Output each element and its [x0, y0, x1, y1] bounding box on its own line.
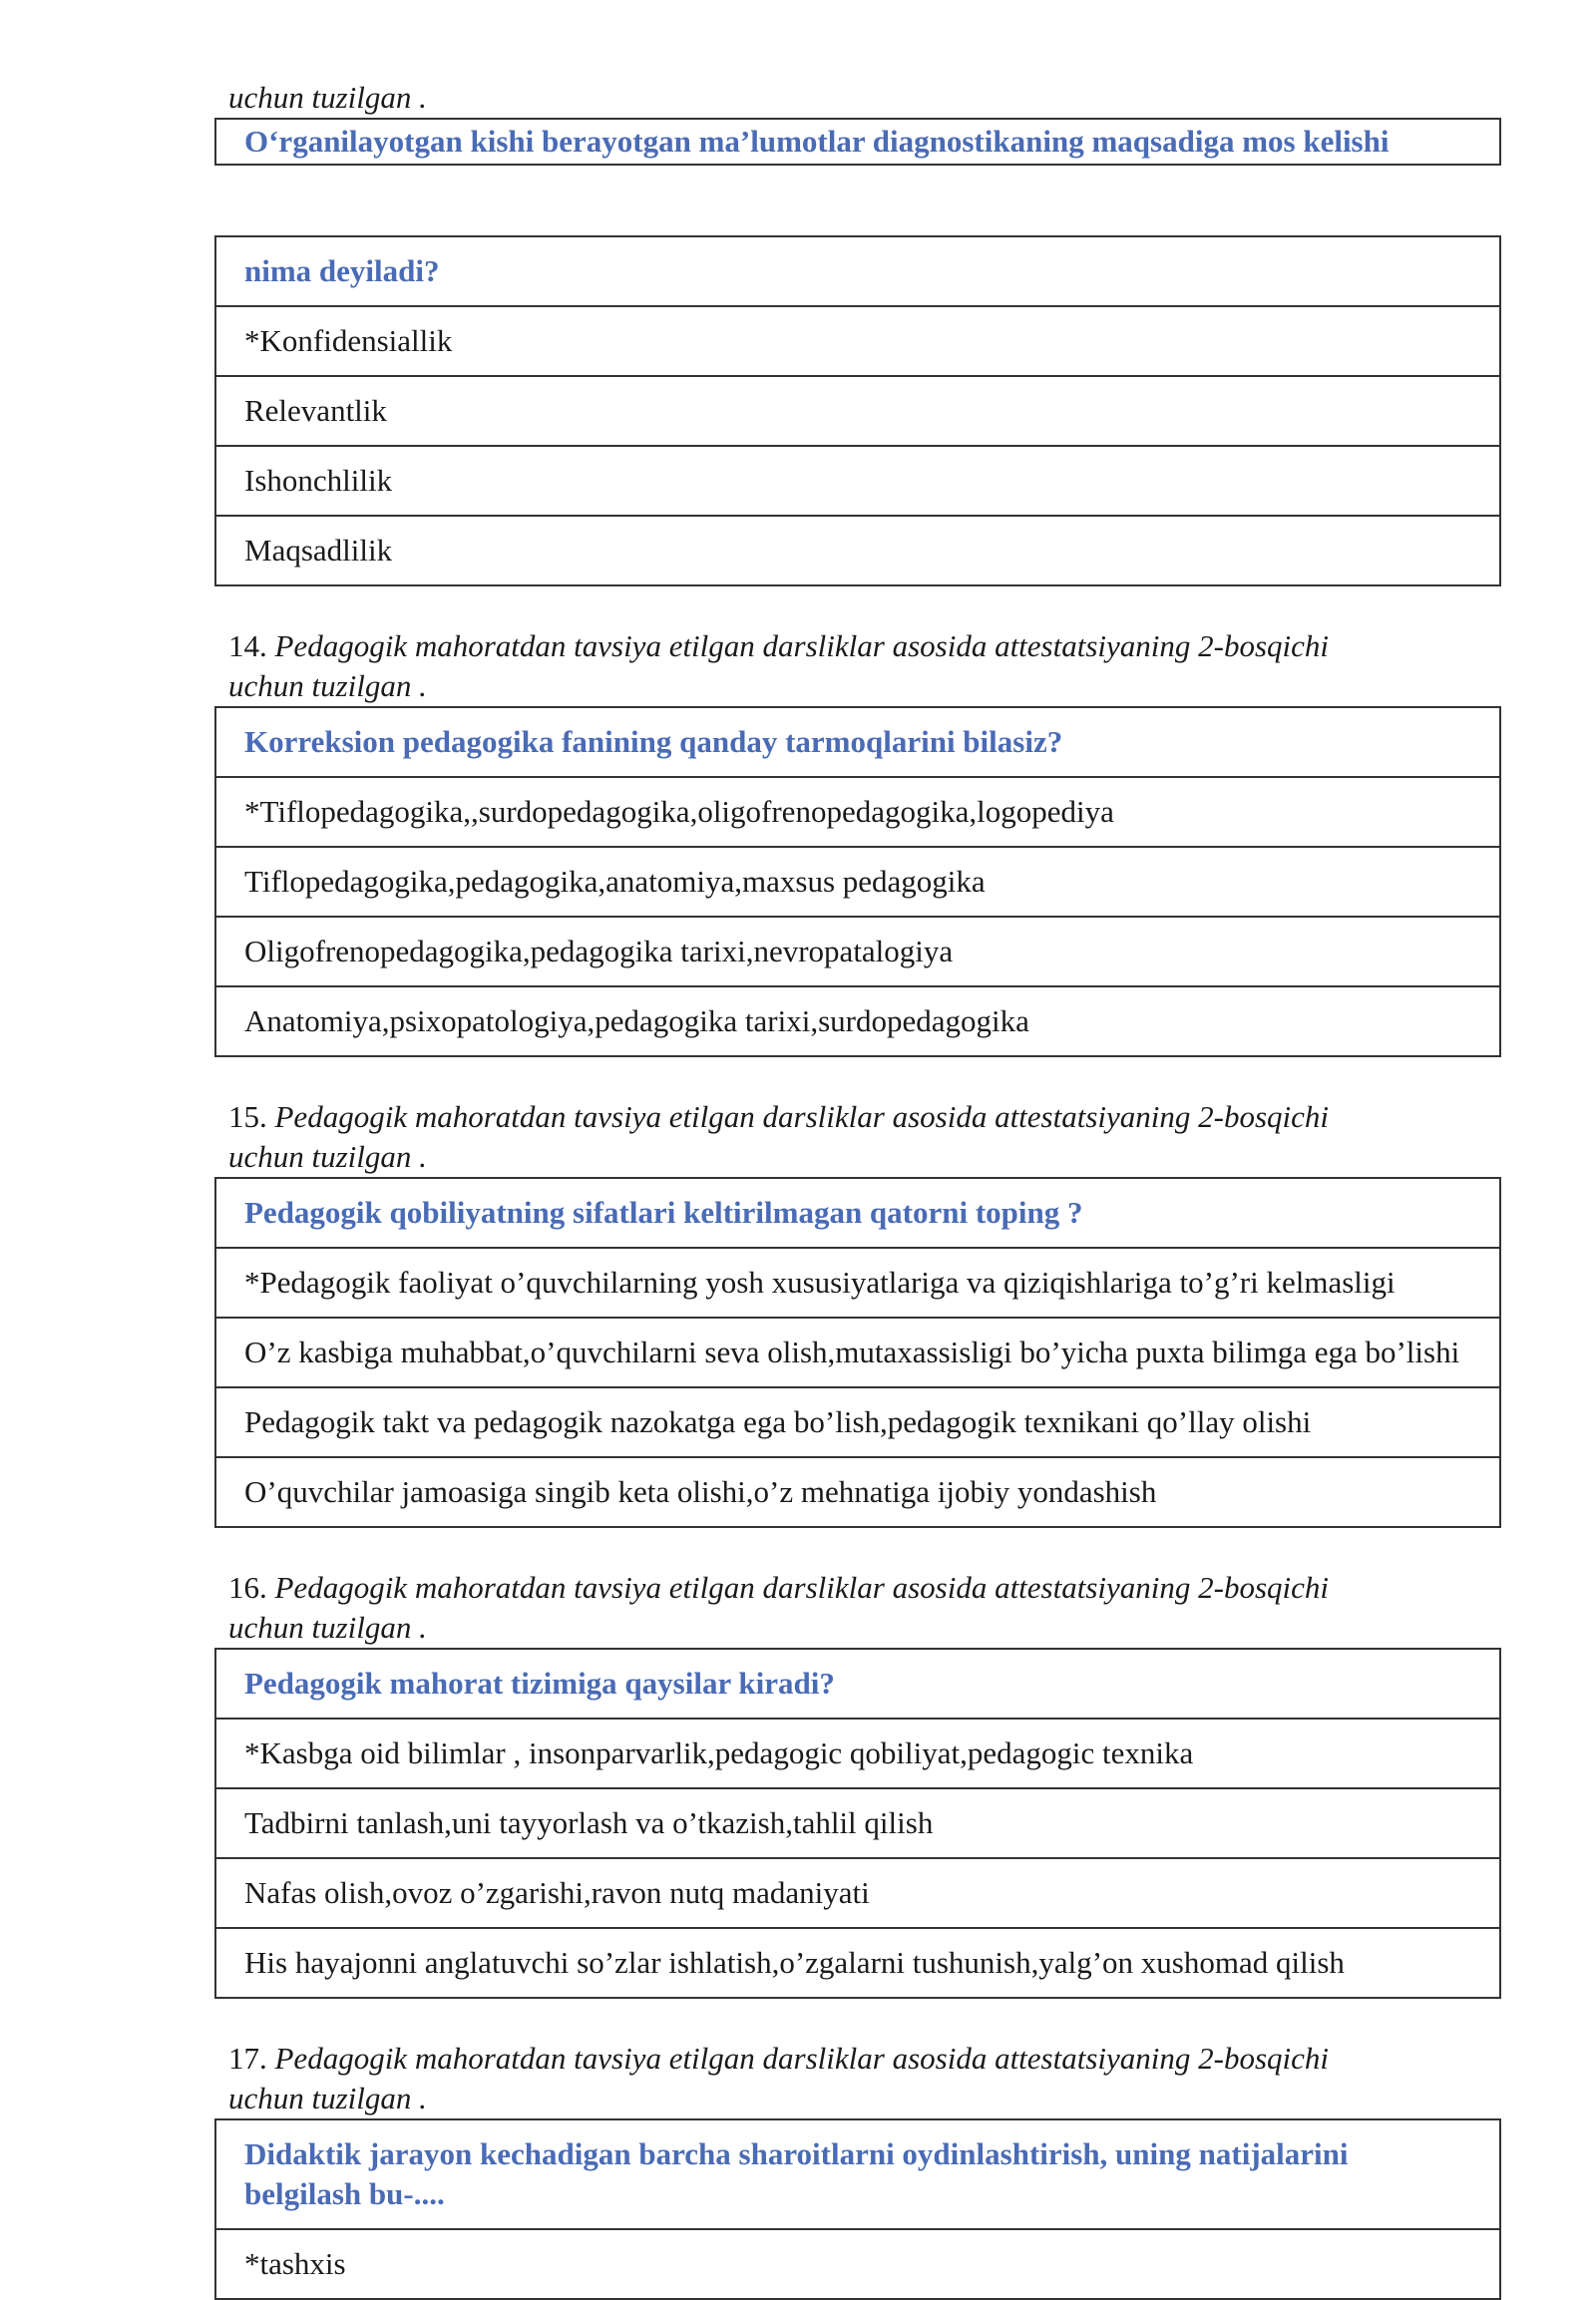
question-number: 14.: [228, 628, 267, 663]
answer-option: *Kasbga oid bilimlar , insonparvarlik,pedagogic qobiliyat,pedagogic texnika: [215, 1719, 1500, 1788]
question-intro-line: Pedagogik mahoratdan tavsiya etilgan darsliklar asosida attestatsiyaning 2-bosqichi: [274, 2041, 1330, 2076]
question-text: O‘rganilayotgan kishi berayotgan ma’lumotlar diagnostikaning maqsadiga mos kelishi: [215, 119, 1500, 165]
answer-option: *Pedagogik faoliyat o’quvchilarning yosh xususiyatlariga va qiziqishlariga to’g’ri kelmasligi: [215, 1248, 1500, 1318]
question-intro-line: uchun tuzilgan .: [228, 2081, 427, 2115]
question-number: 17.: [228, 2041, 267, 2076]
answer-option: *Tiflopedagogika,,surdopedagogika,oligofrenopedagogika,logopediya: [215, 777, 1500, 847]
answer-option: O’quvchilar jamoasiga singib keta olishi,o’z mehnatiga ijobiy yondashish: [215, 1457, 1500, 1527]
answer-option: Anatomiya,psixopatologiya,pedagogika tarixi,surdopedagogika: [215, 986, 1500, 1056]
question-15-table: [214, 1177, 1501, 1528]
question-text: Korreksion pedagogika fanining qanday tarmoqlarini bilasiz?: [215, 707, 1500, 777]
question-intro: [214, 1097, 1501, 1177]
answer-option: His hayajonni anglatuvchi so’zlar ishlatish,o’zgalarni tushunish,yalg’on xushomad qilish: [215, 1928, 1500, 1998]
answer-option: Tiflopedagogika,pedagogika,anatomiya,maxsus pedagogika: [215, 847, 1500, 917]
question-13-header-table: [214, 118, 1501, 166]
question-intro-line: uchun tuzilgan .: [228, 1610, 427, 1645]
question-intro: [214, 2039, 1501, 2118]
question-17-table: [214, 2118, 1501, 2300]
question-14-table: [214, 706, 1501, 1057]
question-text: Pedagogik qobiliyatning sifatlari keltirilmagan qatorni toping ?: [215, 1178, 1500, 1248]
question-intro-fragment: uchun tuzilgan .: [228, 80, 427, 115]
answer-option: *tashxis: [215, 2229, 1500, 2299]
question-intro-line: uchun tuzilgan .: [228, 668, 427, 703]
question-intro-line: Pedagogik mahoratdan tavsiya etilgan darsliklar asosida attestatsiyaning 2-bosqichi: [274, 1099, 1330, 1134]
answer-option: Maqsadlilik: [215, 516, 1500, 585]
answer-option: O’z kasbiga muhabbat,o’quvchilarni seva olish,mutaxassisligi bo’yicha puxta bilimga ega bo’lishi: [215, 1318, 1500, 1387]
question-intro-line: uchun tuzilgan .: [228, 1139, 427, 1174]
answer-option: Tadbirni tanlash,uni tayyorlash va o’tkazish,tahlil qilish: [215, 1788, 1500, 1858]
question-13-table: [214, 235, 1501, 586]
question-text: Pedagogik mahorat tizimiga qaysilar kiradi?: [215, 1649, 1500, 1719]
answer-option: Nafas olish,ovoz o’zgarishi,ravon nutq madaniyati: [215, 1858, 1500, 1928]
question-16-table: [214, 1648, 1501, 1999]
answer-option: Oligofrenopedagogika,pedagogika tarixi,nevropatalogiya: [215, 917, 1500, 986]
question-intro: [214, 626, 1501, 706]
question-text: Didaktik jarayon kechadigan barcha sharoitlarni oydinlashtirish, uning natijalarini belgilash bu-....: [215, 2119, 1500, 2229]
answer-option: Pedagogik takt va pedagogik nazokatga ega bo’lish,pedagogik texnikani qo’llay olishi: [215, 1387, 1500, 1457]
question-intro-line: Pedagogik mahoratdan tavsiya etilgan darsliklar asosida attestatsiyaning 2-bosqichi: [274, 1570, 1330, 1605]
question-intro-line: Pedagogik mahoratdan tavsiya etilgan darsliklar asosida attestatsiyaning 2-bosqichi: [274, 628, 1330, 663]
answer-option: Ishonchlilik: [215, 446, 1500, 516]
question-intro: [214, 1568, 1501, 1648]
question-number: 15.: [228, 1099, 267, 1134]
document-page: [214, 78, 1501, 2300]
question-text: nima deyiladi?: [215, 236, 1500, 306]
question-number: 16.: [228, 1570, 267, 1605]
answer-option: *Konfidensiallik: [215, 306, 1500, 376]
answer-option: Relevantlik: [215, 376, 1500, 446]
